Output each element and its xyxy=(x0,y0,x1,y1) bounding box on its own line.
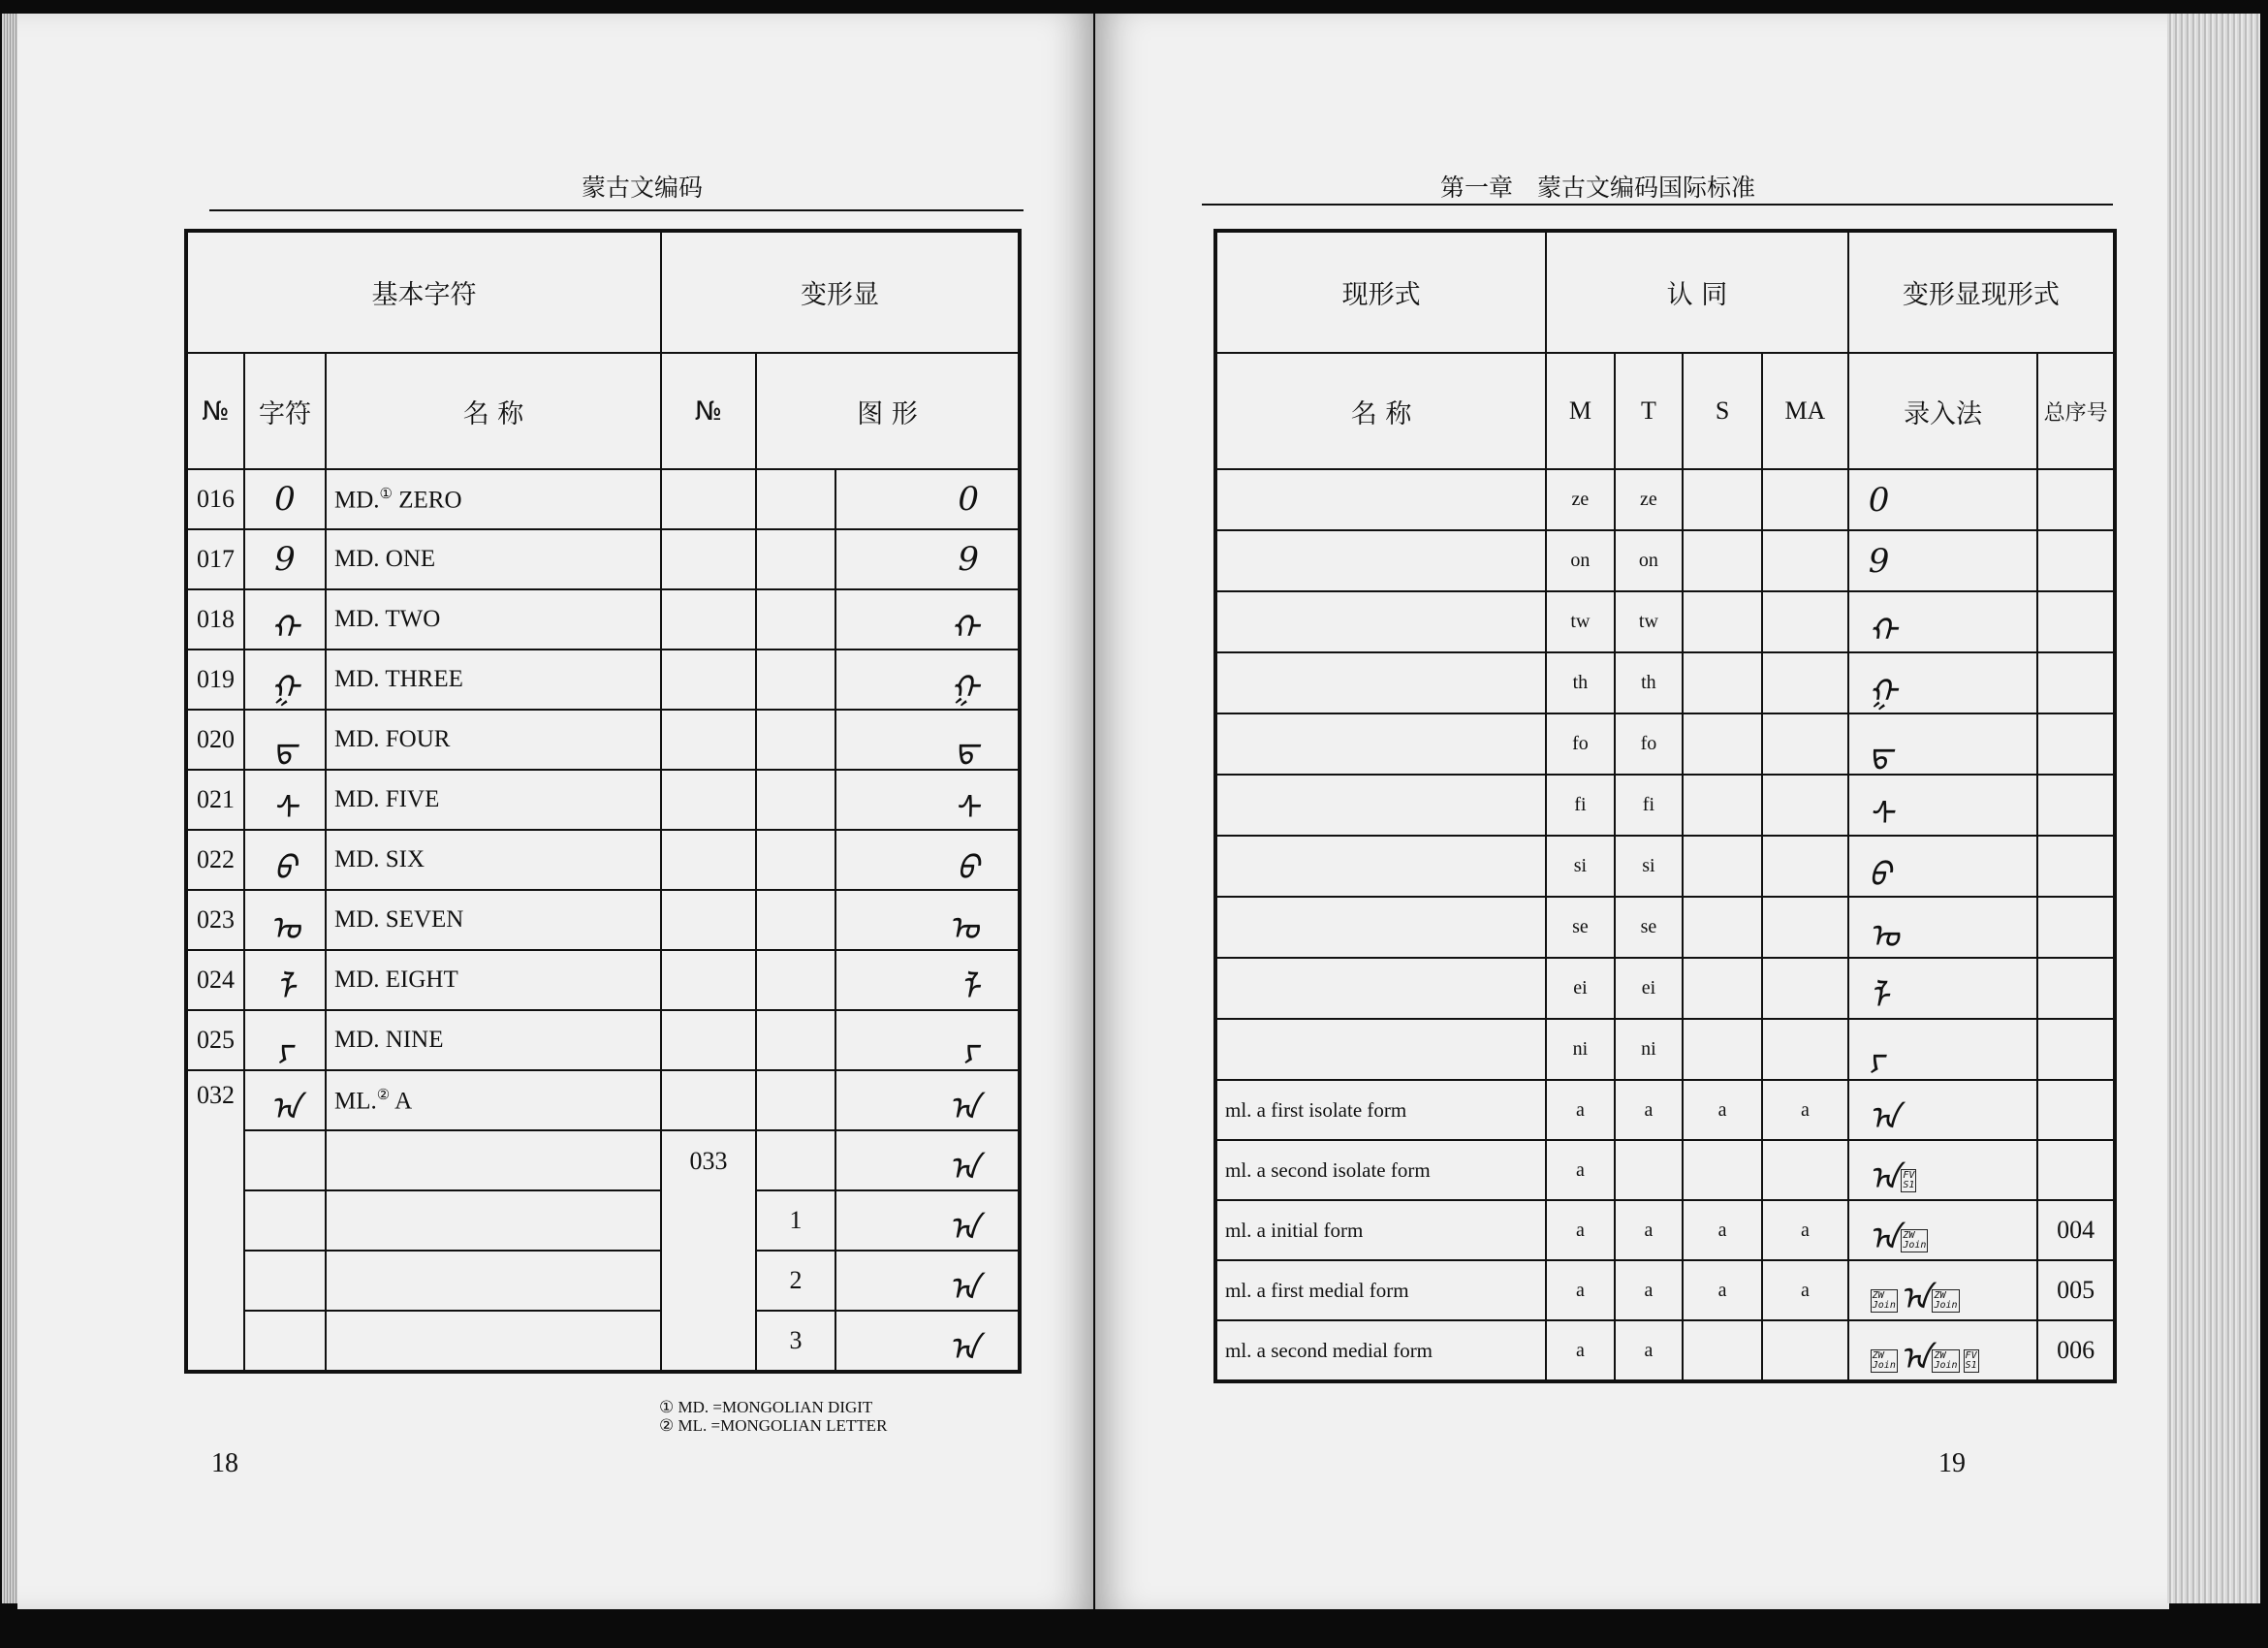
row-s xyxy=(1683,897,1762,958)
header-variant: 变形显 xyxy=(661,231,1020,353)
table-row xyxy=(1215,1200,2115,1260)
row-char xyxy=(244,1311,326,1372)
row-var-blank xyxy=(756,770,835,830)
row-var-blank xyxy=(756,710,835,770)
zwj-icon: ZW Join xyxy=(1872,1290,1896,1311)
row-var-shape: ᠰ xyxy=(835,770,1020,830)
table-row xyxy=(186,1010,1020,1070)
row-name xyxy=(1215,530,1546,591)
row-char: ᠶ xyxy=(244,1010,326,1070)
row-s xyxy=(1683,652,1762,713)
row-name xyxy=(326,1130,661,1190)
row-t: se xyxy=(1615,897,1684,958)
input-glyph: ᠯ xyxy=(1868,977,1889,1017)
row-t: a xyxy=(1615,1260,1684,1320)
row-var-blank xyxy=(756,1130,835,1190)
row-t: a xyxy=(1615,1320,1684,1381)
row-order xyxy=(2037,469,2115,530)
table-row xyxy=(186,710,1020,770)
row-var-no: 033 xyxy=(661,1130,756,1190)
input-suffix-controls xyxy=(1930,1340,1980,1379)
row-ma xyxy=(1762,1140,1848,1200)
row-order xyxy=(2037,836,2115,897)
row-var-shape: ᠠ xyxy=(835,1130,1020,1190)
zwj-icon: ZW Join xyxy=(1934,1290,1958,1311)
row-input xyxy=(1848,1019,2038,1080)
input-glyph: ᠬ xyxy=(1868,611,1898,650)
table-row xyxy=(186,650,1020,710)
input-glyph: ᠠ xyxy=(1868,1159,1900,1198)
input-glyph: ᠠ xyxy=(1899,1280,1931,1318)
row-s xyxy=(1683,836,1762,897)
row-var-shape: ᠠ xyxy=(835,1190,1020,1251)
row-name: MD. THREE xyxy=(326,650,661,710)
row-char xyxy=(244,1190,326,1251)
row-char: 0 xyxy=(244,469,326,529)
row-var-blank xyxy=(756,890,835,950)
left-table xyxy=(184,229,1022,1374)
row-name xyxy=(1215,958,1546,1019)
row-var-no xyxy=(661,950,756,1010)
row-order: 006 xyxy=(2037,1320,2115,1381)
row-char: ᠭ xyxy=(244,650,326,710)
row-m: ze xyxy=(1546,469,1615,530)
row-char: ᠬ xyxy=(244,589,326,650)
right-page xyxy=(1095,14,2169,1609)
row-name-prefix: MD. xyxy=(334,487,380,514)
row-s: a xyxy=(1683,1080,1762,1140)
row-m: ni xyxy=(1546,1019,1615,1080)
table-row xyxy=(1215,713,2115,775)
header-ma: MA xyxy=(1762,353,1848,469)
row-order: 005 xyxy=(2037,1260,2115,1320)
row-s xyxy=(1683,1140,1762,1200)
row-name-text: A xyxy=(394,1088,413,1115)
row-m: fo xyxy=(1546,713,1615,775)
header-order: 总序号 xyxy=(2037,353,2115,469)
row-char: ᠯ xyxy=(244,950,326,1010)
row-m: fi xyxy=(1546,775,1615,836)
row-var-shape: ᠠ xyxy=(835,1251,1020,1311)
row-order xyxy=(2037,897,2115,958)
row-ma xyxy=(1762,897,1848,958)
row-input xyxy=(1848,958,2038,1019)
table-row xyxy=(1215,530,2115,591)
row-m: a xyxy=(1546,1200,1615,1260)
row-name-prefix: ML. xyxy=(334,1088,377,1115)
row-var-subno: 2 xyxy=(756,1251,835,1311)
right-table-body xyxy=(1215,469,2115,1381)
row-name xyxy=(326,1190,661,1251)
footnote-mark: ② xyxy=(376,1087,391,1103)
row-char: ᠣ xyxy=(244,890,326,950)
row-ma: a xyxy=(1762,1080,1848,1140)
header-var-no: № xyxy=(661,353,756,469)
row-name-text: ZERO xyxy=(398,487,462,514)
row-name xyxy=(1215,897,1546,958)
row-s xyxy=(1683,775,1762,836)
row-m: a xyxy=(1546,1140,1615,1200)
row-var-shape: ᠪ xyxy=(835,830,1020,890)
row-no: 025 xyxy=(186,1010,244,1070)
row-no: 019 xyxy=(186,650,244,710)
input-glyph: ᠶ xyxy=(1868,1038,1885,1078)
row-name: ml. a second medial form xyxy=(1215,1320,1546,1381)
row-order xyxy=(2037,958,2115,1019)
row-m: tw xyxy=(1546,591,1615,652)
row-name: MD. FIVE xyxy=(326,770,661,830)
row-name xyxy=(1215,836,1546,897)
row-ma: a xyxy=(1762,1200,1848,1260)
row-s: a xyxy=(1683,1200,1762,1260)
row-name: MD. TWO xyxy=(326,589,661,650)
row-input xyxy=(1848,897,2038,958)
row-ma xyxy=(1762,1320,1848,1381)
left-page-number: 18 xyxy=(211,1448,238,1478)
row-var-shape: ᠠ xyxy=(835,1070,1020,1130)
header-no: № xyxy=(186,353,244,469)
row-s: a xyxy=(1683,1260,1762,1320)
table-row xyxy=(1215,1019,2115,1080)
row-var-no xyxy=(661,1311,756,1372)
row-name xyxy=(1215,1019,1546,1080)
header-name: 名 称 xyxy=(326,353,661,469)
row-s xyxy=(1683,958,1762,1019)
row-t: fo xyxy=(1615,713,1684,775)
row-order xyxy=(2037,1019,2115,1080)
right-head-rule xyxy=(1202,204,2113,206)
row-m: si xyxy=(1546,836,1615,897)
row-m: on xyxy=(1546,530,1615,591)
table-row xyxy=(186,529,1020,589)
row-ma xyxy=(1762,469,1848,530)
row-no: 022 xyxy=(186,830,244,890)
table-row xyxy=(1215,591,2115,652)
footnote-1: ① MD. =MONGOLIAN DIGIT xyxy=(659,1398,873,1416)
row-ma xyxy=(1762,713,1848,775)
row-input xyxy=(1848,775,2038,836)
row-no: 017 xyxy=(186,529,244,589)
header-basic-chars: 基本字符 xyxy=(186,231,661,353)
row-var-blank xyxy=(756,950,835,1010)
row-name xyxy=(326,1251,661,1311)
row-m: a xyxy=(1546,1080,1615,1140)
row-char: ᠪ xyxy=(244,830,326,890)
row-name: ml. a second isolate form xyxy=(1215,1140,1546,1200)
table-row xyxy=(186,469,1020,529)
row-name: MD. ONE xyxy=(326,529,661,589)
row-input xyxy=(1848,652,2038,713)
row-var-no xyxy=(661,1010,756,1070)
row-var-shape: ᠬ xyxy=(835,589,1020,650)
row-char: 9 xyxy=(244,529,326,589)
row-name xyxy=(1215,775,1546,836)
left-page xyxy=(17,14,1093,1609)
table-row xyxy=(1215,1080,2115,1140)
table-row xyxy=(1215,775,2115,836)
table-row xyxy=(186,770,1020,830)
footnote-2: ② ML. =MONGOLIAN LETTER xyxy=(659,1416,888,1435)
row-no: 016 xyxy=(186,469,244,529)
row-s xyxy=(1683,530,1762,591)
row-var-no xyxy=(661,650,756,710)
row-var-shape: ᠶ xyxy=(835,1010,1020,1070)
fvs1-icon: FV S1 xyxy=(1965,1350,1977,1371)
row-no: 018 xyxy=(186,589,244,650)
row-var-blank xyxy=(756,650,835,710)
input-suffix-controls xyxy=(1899,1220,1930,1258)
table-row xyxy=(1215,958,2115,1019)
header-name: 名 称 xyxy=(1215,353,1546,469)
row-input xyxy=(1848,469,2038,530)
row-t: tw xyxy=(1615,591,1684,652)
row-name xyxy=(1215,652,1546,713)
row-var-no xyxy=(661,589,756,650)
row-var-no xyxy=(661,469,756,529)
row-input xyxy=(1848,1080,2038,1140)
right-page-edges xyxy=(2167,14,2260,1603)
row-ma xyxy=(1762,591,1848,652)
row-order xyxy=(2037,530,2115,591)
row-var-blank xyxy=(756,589,835,650)
row-char: ᠰ xyxy=(244,770,326,830)
table-row xyxy=(186,1130,1020,1190)
input-glyph: ᠣ xyxy=(1868,916,1900,956)
row-var-no xyxy=(661,1190,756,1251)
row-t: th xyxy=(1615,652,1684,713)
table-row xyxy=(1215,1260,2115,1320)
row-m: a xyxy=(1546,1260,1615,1320)
right-table xyxy=(1213,229,2117,1383)
row-input xyxy=(1848,836,2038,897)
row-no: 024 xyxy=(186,950,244,1010)
row-var-no xyxy=(661,1251,756,1311)
row-ma xyxy=(1762,836,1848,897)
row-name xyxy=(326,1070,661,1130)
row-s xyxy=(1683,1320,1762,1381)
row-name: MD. EIGHT xyxy=(326,950,661,1010)
input-glyph: 0 xyxy=(1868,480,1890,520)
row-var-no xyxy=(661,710,756,770)
row-t xyxy=(1615,1140,1684,1200)
table-row-letter-a xyxy=(186,1070,1020,1130)
row-t: ei xyxy=(1615,958,1684,1019)
row-name: MD. SIX xyxy=(326,830,661,890)
input-glyph: 9 xyxy=(1868,541,1890,581)
input-suffix-controls xyxy=(1899,1159,1918,1198)
row-ma xyxy=(1762,958,1848,1019)
row-name: MD. FOUR xyxy=(326,710,661,770)
right-running-head: 第一章 蒙古文编码国际标准 xyxy=(1440,175,1756,202)
row-ma xyxy=(1762,1019,1848,1080)
header-input-method: 录入法 xyxy=(1848,353,2038,469)
row-ma xyxy=(1762,652,1848,713)
header-present-form: 现形式 xyxy=(1215,231,1546,353)
row-name: MD. SEVEN xyxy=(326,890,661,950)
row-order xyxy=(2037,591,2115,652)
left-running-head: 蒙古文编码 xyxy=(582,175,704,202)
table-row xyxy=(186,1190,1020,1251)
input-prefix-controls xyxy=(1869,1280,1900,1318)
input-glyph: ᠰ xyxy=(1868,794,1894,834)
table-row xyxy=(186,950,1020,1010)
row-t: fi xyxy=(1615,775,1684,836)
header-char: 字符 xyxy=(244,353,326,469)
input-glyph: ᠭ xyxy=(1868,672,1898,712)
input-glyph: ᠠ xyxy=(1868,1099,1900,1138)
row-order xyxy=(2037,1140,2115,1200)
row-var-no xyxy=(661,1070,756,1130)
row-var-no xyxy=(661,529,756,589)
row-var-no xyxy=(661,890,756,950)
row-s xyxy=(1683,713,1762,775)
row-var-blank xyxy=(756,830,835,890)
row-t: a xyxy=(1615,1080,1684,1140)
footnote-mark: ① xyxy=(379,486,393,502)
table-row xyxy=(1215,836,2115,897)
row-no: 023 xyxy=(186,890,244,950)
row-var-subno: 3 xyxy=(756,1311,835,1372)
footnotes xyxy=(659,1398,887,1435)
row-m: th xyxy=(1546,652,1615,713)
table-row xyxy=(186,589,1020,650)
row-t: ni xyxy=(1615,1019,1684,1080)
row-no: 020 xyxy=(186,710,244,770)
fvs1-icon: FV S1 xyxy=(1903,1170,1915,1190)
row-var-shape: ᠣ xyxy=(835,890,1020,950)
row-name: ml. a first isolate form xyxy=(1215,1080,1546,1140)
row-var-blank xyxy=(756,469,835,529)
zwj-icon: ZW Join xyxy=(1934,1350,1958,1371)
row-input xyxy=(1848,1320,2038,1381)
table-row xyxy=(1215,897,2115,958)
input-glyph: ᠳ xyxy=(1868,733,1894,773)
row-var-subno: 1 xyxy=(756,1190,835,1251)
row-char xyxy=(244,1251,326,1311)
row-char: ᠠ xyxy=(244,1070,326,1130)
row-name xyxy=(1215,713,1546,775)
row-name xyxy=(1215,591,1546,652)
right-page-number: 19 xyxy=(1938,1448,1966,1478)
row-var-shape: ᠠ xyxy=(835,1311,1020,1372)
row-ma: a xyxy=(1762,1260,1848,1320)
input-glyph: ᠪ xyxy=(1868,855,1891,895)
zwj-icon: ZW Join xyxy=(1872,1350,1896,1371)
row-name: ml. a initial form xyxy=(1215,1200,1546,1260)
row-no: 032 xyxy=(186,1070,244,1372)
row-var-no xyxy=(661,770,756,830)
row-input xyxy=(1848,1260,2038,1320)
row-var-blank xyxy=(756,1010,835,1070)
row-order xyxy=(2037,713,2115,775)
row-name xyxy=(326,469,661,529)
row-input xyxy=(1848,1200,2038,1260)
input-glyph: ᠠ xyxy=(1899,1340,1931,1379)
row-char xyxy=(244,1130,326,1190)
row-order xyxy=(2037,1080,2115,1140)
left-head-rule xyxy=(209,209,1024,211)
row-t: on xyxy=(1615,530,1684,591)
row-s xyxy=(1683,1019,1762,1080)
row-ma xyxy=(1762,775,1848,836)
input-glyph: ᠠ xyxy=(1868,1220,1900,1258)
header-s: S xyxy=(1683,353,1762,469)
table-row xyxy=(1215,1140,2115,1200)
row-name xyxy=(1215,469,1546,530)
row-m: se xyxy=(1546,897,1615,958)
row-order: 004 xyxy=(2037,1200,2115,1260)
row-var-shape: ᠳ xyxy=(835,710,1020,770)
row-ma xyxy=(1762,530,1848,591)
row-input xyxy=(1848,1140,2038,1200)
header-t: T xyxy=(1615,353,1684,469)
table-row xyxy=(1215,1320,2115,1381)
row-input xyxy=(1848,530,2038,591)
row-t: a xyxy=(1615,1200,1684,1260)
table-row xyxy=(1215,652,2115,713)
row-m: ei xyxy=(1546,958,1615,1019)
row-input xyxy=(1848,713,2038,775)
row-s xyxy=(1683,591,1762,652)
row-name: MD. NINE xyxy=(326,1010,661,1070)
row-char: ᠳ xyxy=(244,710,326,770)
header-variant-forms: 变形显现形式 xyxy=(1848,231,2115,353)
row-input xyxy=(1848,591,2038,652)
row-m: a xyxy=(1546,1320,1615,1381)
row-s xyxy=(1683,469,1762,530)
header-var-shape: 图 形 xyxy=(756,353,1020,469)
row-order xyxy=(2037,652,2115,713)
row-var-blank xyxy=(756,529,835,589)
table-row xyxy=(186,830,1020,890)
header-identity: 认 同 xyxy=(1546,231,1848,353)
zwj-icon: ZW Join xyxy=(1903,1230,1927,1251)
table-row xyxy=(1215,469,2115,530)
row-var-shape: 0 xyxy=(835,469,1020,529)
row-var-no xyxy=(661,830,756,890)
row-var-shape: ᠭ xyxy=(835,650,1020,710)
row-var-shape: 9 xyxy=(835,529,1020,589)
input-prefix-controls xyxy=(1869,1340,1900,1379)
row-var-shape: ᠯ xyxy=(835,950,1020,1010)
row-t: ze xyxy=(1615,469,1684,530)
table-row xyxy=(186,1251,1020,1311)
header-m: M xyxy=(1546,353,1615,469)
row-name: ml. a first medial form xyxy=(1215,1260,1546,1320)
table-row xyxy=(186,1311,1020,1372)
table-row xyxy=(186,890,1020,950)
row-no: 021 xyxy=(186,770,244,830)
row-order xyxy=(2037,775,2115,836)
row-name xyxy=(326,1311,661,1372)
input-suffix-controls xyxy=(1930,1280,1961,1318)
row-var-blank xyxy=(756,1070,835,1130)
row-t: si xyxy=(1615,836,1684,897)
